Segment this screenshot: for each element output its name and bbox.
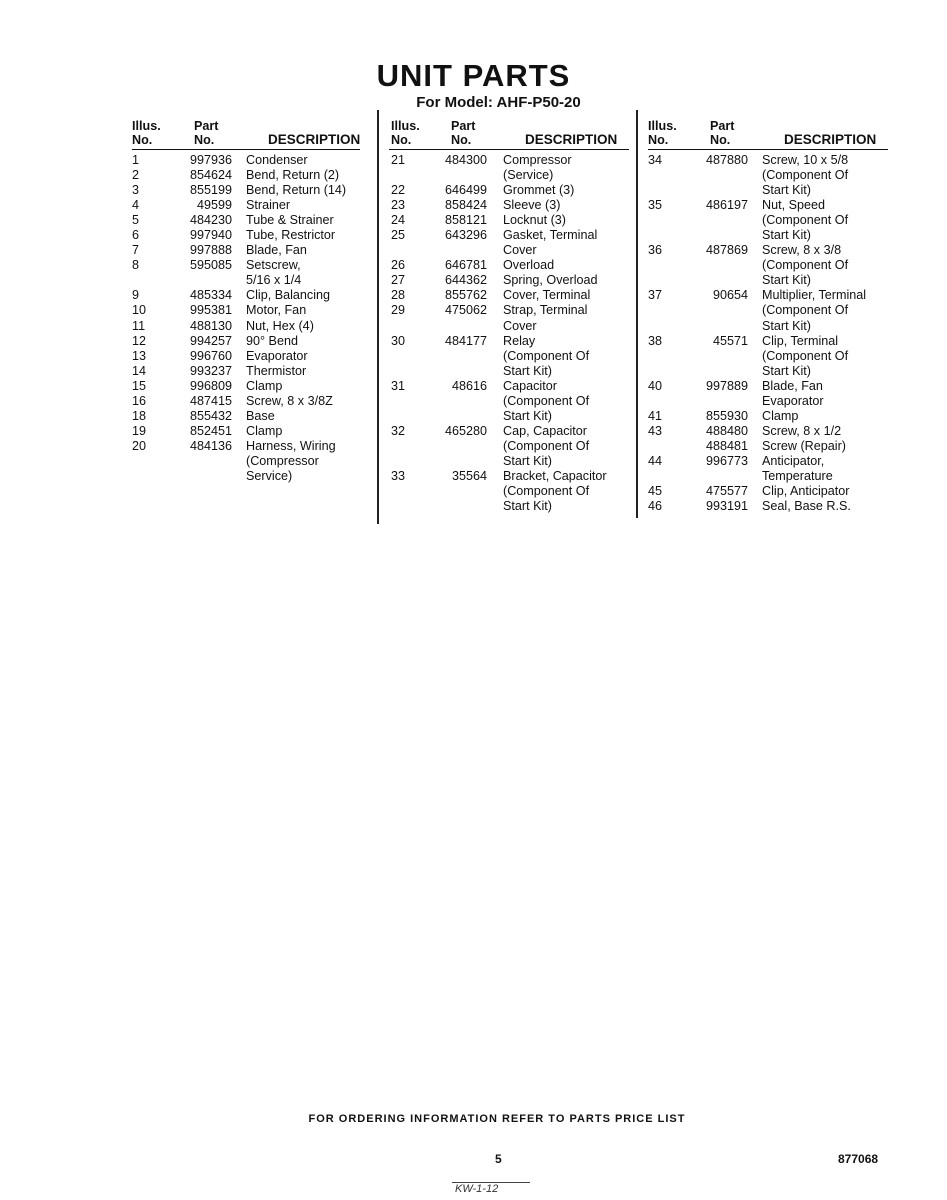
illus-number: 15: [132, 378, 147, 393]
part-description: Blade, Fan: [246, 243, 307, 258]
part-description: Clip, Terminal (Component Of Start Kit): [762, 333, 849, 378]
parts-row: [648, 243, 888, 288]
illus-number: 29: [391, 303, 406, 318]
parts-rows: [389, 153, 629, 514]
description-header: DESCRIPTION: [268, 132, 361, 147]
column-header: [389, 117, 629, 150]
parts-column-2: [389, 117, 629, 514]
illus-number: 20: [132, 438, 147, 453]
part-header-line1: Part: [710, 119, 735, 133]
part-description: Relay (Component Of Start Kit): [503, 333, 590, 378]
part-number: 997888: [189, 243, 232, 258]
part-number: 484230: [189, 213, 232, 228]
parts-row: [132, 303, 360, 318]
illus-number: 16: [132, 393, 147, 408]
part-description: 90° Bend: [246, 333, 298, 348]
part-description: Cap, Capacitor (Component Of Start Kit): [503, 423, 590, 468]
part-description: Multiplier, Terminal (Component Of Start Kit): [762, 288, 867, 333]
part-number: 465280: [444, 423, 487, 438]
part-number: 996773: [705, 453, 748, 468]
parts-row: [648, 424, 888, 439]
parts-row: [389, 424, 629, 469]
part-description: Spring, Overload: [503, 273, 598, 288]
part-header-line2: No.: [710, 133, 731, 147]
illus-number: 30: [391, 333, 406, 348]
parts-row: [132, 379, 360, 394]
part-description: Screw, 8 x 3/8Z: [246, 393, 333, 408]
parts-row: [648, 153, 888, 198]
illus-header-line1: Illus.: [132, 119, 161, 133]
part-description: Seal, Base R.S.: [762, 499, 851, 514]
parts-row: [389, 334, 629, 379]
part-number: 855930: [705, 408, 748, 423]
illus-header: [132, 119, 161, 147]
part-number: 475062: [444, 303, 487, 318]
part-description: Nut, Speed (Component Of Start Kit): [762, 198, 849, 243]
parts-row: [132, 409, 360, 424]
illus-number: 18: [132, 408, 147, 423]
illus-number: 21: [391, 153, 406, 167]
part-description: Blade, Fan Evaporator: [762, 378, 824, 408]
part-header: [194, 119, 219, 147]
column-divider: [377, 110, 379, 524]
illus-number: 27: [391, 273, 406, 288]
parts-row: [132, 213, 360, 228]
illus-number: 6: [132, 228, 140, 243]
part-number: 486197: [705, 198, 748, 213]
model-subtitle: [0, 94, 947, 111]
parts-row: [389, 153, 629, 183]
illus-number: 10: [132, 303, 147, 318]
illus-number: 23: [391, 198, 406, 213]
parts-row: [389, 198, 629, 213]
column-header: [132, 117, 360, 150]
part-number: 646781: [444, 258, 487, 273]
part-header-line2: No.: [451, 133, 472, 147]
parts-row: [132, 288, 360, 303]
part-number: 643296: [444, 228, 487, 243]
parts-row: [132, 153, 360, 168]
part-description: Clamp: [246, 378, 283, 393]
part-description: Strainer: [246, 198, 291, 213]
part-number: 484300: [444, 153, 487, 167]
parts-row: [648, 334, 888, 379]
illus-header-line1: Illus.: [391, 119, 420, 133]
illus-number: 32: [391, 423, 406, 438]
parts-row: [648, 499, 888, 514]
part-number: 996760: [189, 348, 232, 363]
part-number: 993237: [189, 363, 232, 378]
part-number: 994257: [189, 333, 232, 348]
illus-number: 25: [391, 228, 406, 243]
illus-number: 11: [132, 318, 146, 333]
parts-row: [389, 213, 629, 228]
parts-row: [389, 303, 629, 333]
page-number: 5: [495, 1152, 502, 1166]
parts-row: [389, 469, 629, 514]
illus-number: 33: [391, 468, 406, 483]
part-number: 852451: [189, 423, 232, 438]
parts-row: [132, 258, 360, 288]
illus-number: 19: [132, 423, 147, 438]
part-number: 487880: [705, 153, 748, 167]
illus-number: 14: [132, 363, 147, 378]
part-description: Clamp: [762, 408, 799, 423]
parts-row: [132, 183, 360, 198]
part-number: 858121: [444, 213, 487, 228]
parts-row: [132, 394, 360, 409]
parts-rows: [132, 153, 360, 484]
part-number: 35564: [451, 468, 487, 483]
parts-row: [648, 484, 888, 499]
parts-row: [132, 228, 360, 243]
part-number: 997889: [705, 378, 748, 393]
parts-row: [132, 424, 360, 439]
part-description: Setscrew, 5/16 x 1/4: [246, 258, 302, 288]
parts-row: [132, 364, 360, 379]
illus-number: 3: [132, 183, 140, 198]
illus-number: 26: [391, 258, 406, 273]
part-description: Thermistor: [246, 363, 307, 378]
part-number: 487415: [189, 393, 232, 408]
part-number: 484177: [444, 333, 487, 348]
part-description: Grommet (3): [503, 183, 575, 198]
part-number: 45571: [712, 333, 748, 348]
part-header-line1: Part: [451, 119, 476, 133]
part-number: 90654: [712, 288, 748, 303]
part-description: Bracket, Capacitor (Component Of Start Kit): [503, 468, 607, 514]
illus-number: 7: [132, 243, 140, 258]
part-description: Tube, Restrictor: [246, 228, 336, 243]
parts-row: [648, 198, 888, 243]
parts-row: [132, 243, 360, 258]
illus-number: 5: [132, 213, 140, 228]
illus-header: [391, 119, 420, 147]
part-description: Base: [246, 408, 275, 423]
part-number: 858424: [444, 198, 487, 213]
part-description: Tube & Strainer: [246, 213, 334, 228]
part-number: 49599: [196, 198, 232, 213]
parts-row: [648, 439, 888, 454]
illus-number: 43: [648, 423, 663, 438]
illus-number: 38: [648, 333, 663, 348]
part-number: 488480: [705, 423, 748, 438]
parts-row: [648, 409, 888, 424]
part-description: Gasket, Terminal Cover: [503, 228, 598, 258]
part-header: [451, 119, 476, 147]
parts-row: [389, 228, 629, 258]
part-number: 595085: [189, 258, 232, 273]
illus-number: 24: [391, 213, 406, 228]
part-description: Screw (Repair): [762, 438, 846, 453]
illus-header-line2: No.: [391, 133, 412, 147]
part-description: Motor, Fan: [246, 303, 307, 318]
part-description: Anticipator, Temperature: [762, 453, 833, 483]
parts-row: [132, 319, 360, 334]
illus-number: 8: [132, 258, 140, 273]
part-number: 488130: [189, 318, 232, 333]
parts-row: [132, 198, 360, 213]
illus-number: 37: [648, 288, 663, 303]
document-number: 877068: [838, 1152, 879, 1166]
part-description: Nut, Hex (4): [246, 318, 314, 333]
illus-number: 1: [132, 153, 140, 167]
ordering-note: FOR ORDERING INFORMATION REFER TO PARTS PRICE LIST: [308, 1113, 686, 1125]
part-number: 485334: [189, 288, 232, 303]
illus-number: 13: [132, 348, 147, 363]
part-description: Cover, Terminal: [503, 288, 591, 303]
illus-number: 35: [648, 198, 663, 213]
part-number: 997936: [189, 153, 232, 167]
part-header-line2: No.: [194, 133, 215, 147]
part-description: Screw, 8 x 1/2: [762, 423, 842, 438]
part-description: Compressor (Service): [503, 153, 572, 183]
parts-row: [648, 288, 888, 333]
illus-number: 2: [132, 168, 140, 183]
part-description: Sleeve (3): [503, 198, 561, 213]
column-divider: [636, 110, 638, 518]
part-number: 484136: [189, 438, 232, 453]
handwritten-mark: KW-1-12: [455, 1183, 499, 1195]
illus-number: 46: [648, 499, 663, 514]
illus-number: 4: [132, 198, 140, 213]
part-number: 995381: [189, 303, 232, 318]
parts-row: [389, 258, 629, 273]
part-number: 855432: [189, 408, 232, 423]
illus-number: 44: [648, 453, 663, 468]
part-number: 475577: [705, 484, 748, 499]
parts-row: [132, 334, 360, 349]
part-number: 997940: [189, 228, 232, 243]
parts-row: [389, 273, 629, 288]
parts-row: [132, 439, 360, 484]
part-description: Clip, Anticipator: [762, 484, 850, 499]
parts-row: [389, 379, 629, 424]
illus-number: 40: [648, 378, 663, 393]
part-description: Bend, Return (2): [246, 168, 340, 183]
part-number: 854624: [189, 168, 232, 183]
illus-number: 12: [132, 333, 147, 348]
part-header-line1: Part: [194, 119, 219, 133]
description-header: DESCRIPTION: [525, 132, 618, 147]
illus-number: 9: [132, 288, 140, 303]
illus-header-line1: Illus.: [648, 119, 677, 133]
part-number: 855762: [444, 288, 487, 303]
illus-header: [648, 119, 677, 147]
model-subtitle-text: For Model: AHF-P50-20: [416, 94, 581, 111]
illus-number: 22: [391, 183, 406, 198]
description-header: DESCRIPTION: [784, 132, 877, 147]
parts-row: [389, 288, 629, 303]
part-description: Harness, Wiring (Compressor Service): [246, 438, 336, 483]
part-number: 993191: [705, 499, 748, 514]
part-description: Screw, 8 x 3/8 (Component Of Start Kit): [762, 243, 849, 288]
illus-header-line2: No.: [648, 133, 669, 147]
part-number: 644362: [444, 273, 487, 288]
part-header: [710, 119, 735, 147]
part-description: Locknut (3): [503, 213, 566, 228]
parts-row: [648, 379, 888, 409]
parts-rows: [648, 153, 888, 514]
part-number: 48616: [451, 378, 487, 393]
part-number: 488481: [705, 438, 748, 453]
illus-number: 41: [648, 408, 663, 423]
part-description: Evaporator: [246, 348, 308, 363]
illus-number: 28: [391, 288, 406, 303]
parts-column-3: [648, 117, 888, 514]
illus-number: 45: [648, 484, 663, 499]
part-description: Condenser: [246, 153, 308, 167]
part-description: Strap, Terminal Cover: [503, 303, 588, 333]
parts-row: [648, 454, 888, 484]
part-description: Capacitor (Component Of Start Kit): [503, 378, 590, 423]
parts-column-1: [132, 117, 360, 484]
page-title: UNIT PARTS: [376, 58, 571, 93]
illus-number: 34: [648, 153, 663, 167]
part-description: Clip, Balancing: [246, 288, 331, 303]
column-header: [648, 117, 888, 150]
parts-row: [132, 349, 360, 364]
part-number: 855199: [189, 183, 232, 198]
part-description: Clamp: [246, 423, 283, 438]
illus-number: 36: [648, 243, 663, 258]
illus-number: 31: [391, 378, 406, 393]
parts-row: [389, 183, 629, 198]
part-number: 646499: [444, 183, 487, 198]
parts-row: [132, 168, 360, 183]
part-description: Overload: [503, 258, 555, 273]
part-number: 996809: [189, 378, 232, 393]
part-description: Screw, 10 x 5/8 (Component Of Start Kit): [762, 153, 849, 198]
part-description: Bend, Return (14): [246, 183, 347, 198]
illus-header-line2: No.: [132, 133, 153, 147]
part-number: 487869: [705, 243, 748, 258]
